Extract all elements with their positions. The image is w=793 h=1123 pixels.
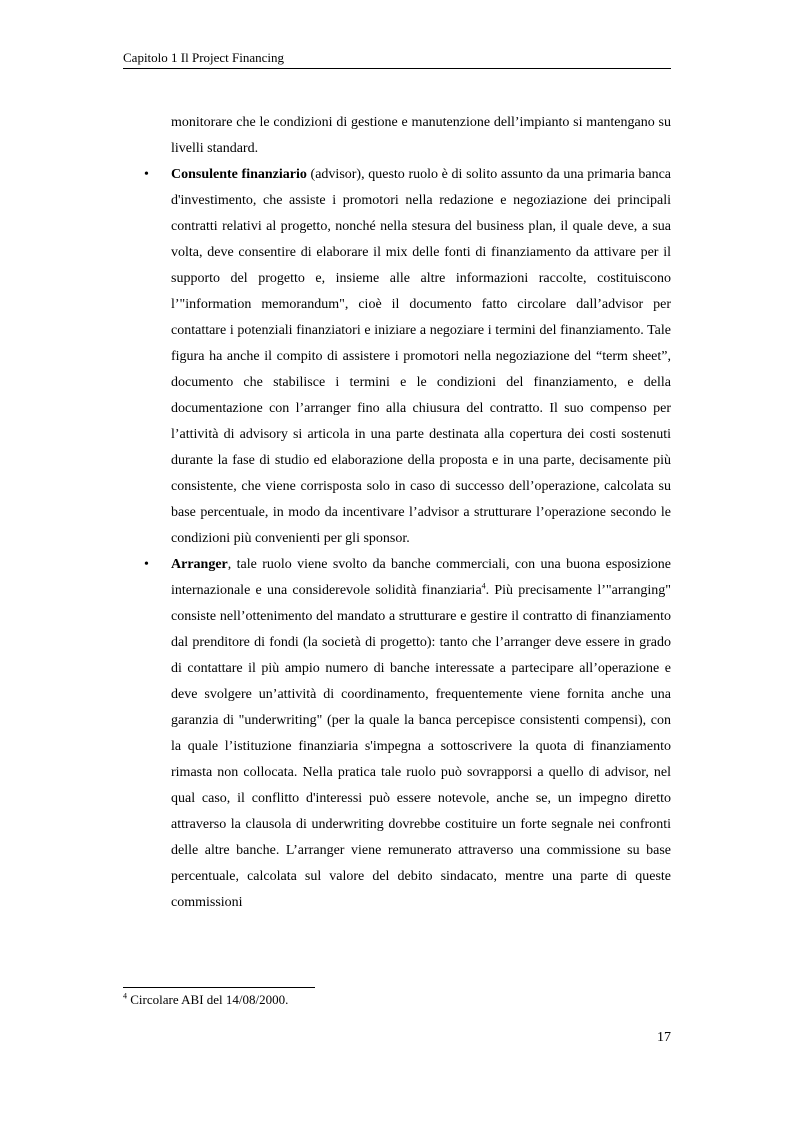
page-number: 17 bbox=[657, 1030, 671, 1045]
bullet-icon: • bbox=[144, 557, 149, 572]
footnote-reference[interactable]: 4 bbox=[481, 581, 486, 591]
main-text bbox=[144, 110, 671, 916]
footnote-text: Circolare ABI del 14/08/2000. bbox=[127, 992, 289, 1007]
footnote-number: 4 bbox=[123, 991, 127, 1001]
footnote-rule bbox=[123, 987, 315, 988]
running-header: Capitolo 1 Il Project Financing bbox=[123, 50, 285, 65]
term-consulente-finanziario: Consulente finanziario bbox=[171, 167, 307, 182]
item-text: (advisor), questo ruolo è di solito assunto da una primaria banca d'investimento, che assiste i promotori nella redazione e negoziazione dei principali contratti relativi al progetto, nonché nella stesura del business plan, il quale deve, a sua volta, deve consentire di elaborare il mix delle fonti di finanziamento da attivare per il supporto del progetto e, insieme alle altre informazioni raccolte, costituiscono l’"information memorandum", cioè il documento fatto circolare dall’advisor per contattare i potenziali finanziatori e iniziare a negoziare i termini del finanziamento. Tale figura ha anche il compito di assistere i promotori nella negoziazione del “term sheet”, documento che stabilisce i termini e le condizioni del finanziamento, e della documentazione con l’arranger fino alla chiusura del contratto. Il suo compenso per l’attività di advisory si articola in una parte destinata alla copertura dei costi sostenuti durante la fase di studio ed elaborazione della proposta e in una parte, decisamente più consistente, che viene corrisposta solo in caso di successo dell’operazione, calcolata su base percentuale, in modo da incentivare l’advisor a strutturare l’operazione secondo le condizioni più convenienti per gli sponsor. bbox=[171, 167, 671, 546]
list-item-arranger bbox=[144, 552, 671, 916]
footnote bbox=[123, 992, 288, 1008]
header-rule bbox=[123, 68, 671, 69]
bullet-icon: • bbox=[144, 167, 149, 182]
term-arranger: Arranger bbox=[171, 557, 228, 572]
continuation-paragraph: monitorare che le condizioni di gestione e manutenzione dell’impianto si mantengano su livelli standard. bbox=[171, 115, 671, 156]
item-text-after: . Più precisamente l’"arranging" consiste nell’ottenimento del mandato a strutturare e gestire il contratto di finanziamento dal prenditore di fondi (la società di progetto): tanto che l’arranger deve essere in grado di contattare il più ampio numero di banche interessate a partecipare all’operazione e deve svolgere un’attività di coordinamento, frequentemente viene fornita anche una garanzia di "underwriting" (per la quale la banca percepisce consistenti compensi), con la quale l’istituzione finanziaria s'impegna a sottoscrivere la quota di finanziamento rimasta non collocata. Nella pratica tale ruolo può sovrapporsi a quello di advisor, nel qual caso, il conflitto d'interessi può essere notevole, anche se, un impegno diretto attraverso la clausola di underwriting dovrebbe costituire un forte segnale nei confronti delle altre banche. L’arranger viene remunerato attraverso una commissione su base percentuale, calcolata sul valore del debito sindacato, mentre una parte di queste commissioni bbox=[171, 583, 671, 910]
list-item-consulente-finanziario bbox=[144, 162, 671, 552]
item-text-before: , tale ruolo viene svolto da banche commerciali, con una buona esposizione internazionale e una considerevole solidità finanziaria bbox=[171, 557, 671, 598]
